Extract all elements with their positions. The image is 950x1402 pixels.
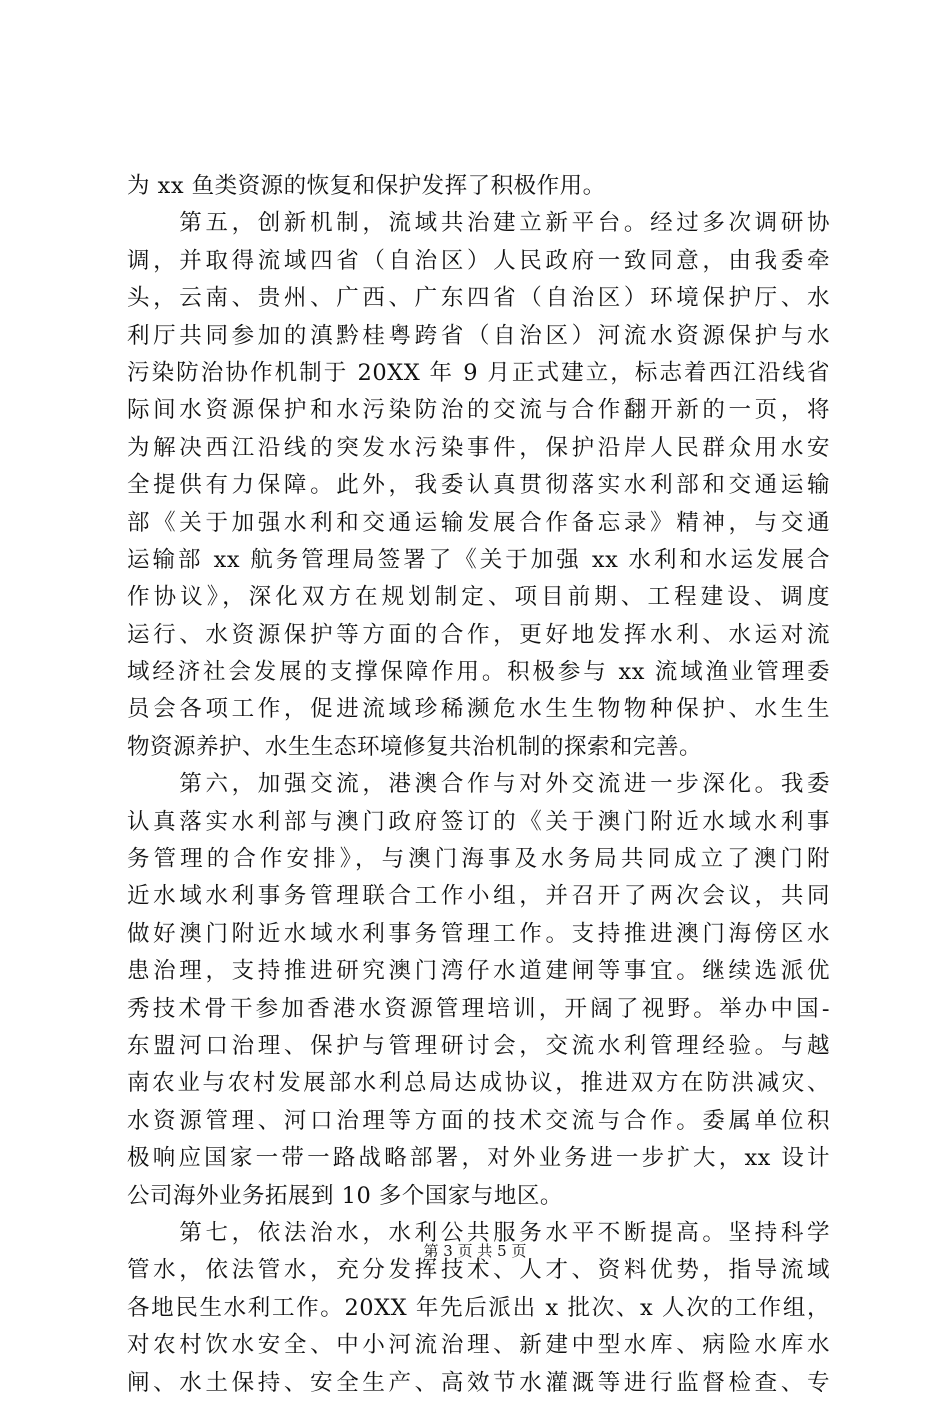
text-line: 运输部 xx 航务管理局签署了《关于加强 xx 水利和水运发展合 <box>127 546 830 573</box>
text-line: 为 xx 鱼类资源的恢复和保护发挥了积极作用。 <box>127 173 606 199</box>
text-line: 运行、水资源保护等方面的合作，更好地发挥水利、水运对流 <box>127 621 830 648</box>
text-line: 利厅共同参加的滇黔桂粤跨省（自治区）河流水资源保护与水 <box>127 322 830 349</box>
text-line: 第六，加强交流，港澳合作与对外交流进一步深化。我委 <box>127 771 830 798</box>
text-line: 近水域水利事务管理联合工作小组，并召开了两次会议，共同 <box>127 883 830 910</box>
text-line: 员会各项工作，促进流域珍稀濒危水生生物物种保护、水生生 <box>127 696 830 723</box>
text-line: 污染防治协作机制于 20XX 年 9 月正式建立，标志着西江沿线省 <box>127 359 830 386</box>
text-line: 头，云南、贵州、广西、广东四省（自治区）环境保护厅、水 <box>127 285 830 312</box>
text-line: 际间水资源保护和水污染防治的交流与合作翻开新的一页，将 <box>127 397 830 424</box>
text-line: 域经济社会发展的支撑保障作用。积极参与 xx 流域渔业管理委 <box>127 659 830 686</box>
text-line: 南农业与农村发展部水利总局达成协议，推进双方在防洪减灾、 <box>127 1070 830 1097</box>
page-indicator: 第 3 页 共 5 页 <box>423 1242 527 1260</box>
text-line: 闸、水土保持、安全生产、高效节水灌溉等进行监督检查、专 <box>127 1369 830 1396</box>
text-line: 对农村饮水安全、中小河流治理、新建中型水库、病险水库水 <box>127 1332 830 1359</box>
text-line: 全提供有力保障。此外，我委认真贯彻落实水利部和交通运输 <box>127 472 830 499</box>
page-footer <box>0 1241 950 1261</box>
text-line: 水资源管理、河口治理等方面的技术交流与合作。委属单位积 <box>127 1107 830 1134</box>
text-line: 极响应国家一带一路战略部署，对外业务进一步扩大，xx 设计 <box>127 1145 830 1172</box>
text-line: 调，并取得流域四省（自治区）人民政府一致同意，由我委牵 <box>127 247 830 274</box>
text-line: 第五，创新机制，流域共治建立新平台。经过多次调研协 <box>127 210 830 237</box>
text-line: 秀技术骨干参加香港水资源管理培训，开阔了视野。举办中国- <box>127 995 830 1022</box>
text-line: 务管理的合作安排》，与澳门海事及水务局共同成立了澳门附 <box>127 846 830 873</box>
document-body <box>127 168 830 1402</box>
text-line: 管水，依法管水，充分发挥技术、人才、资料优势，指导流域 <box>127 1257 830 1284</box>
text-line: 作协议》，深化双方在规划制定、项目前期、工程建设、调度 <box>127 584 830 611</box>
text-line: 患治理，支持推进研究澳门湾仔水道建闸等事宜。继续选派优 <box>127 958 830 985</box>
text-line: 做好澳门附近水域水利事务管理工作。支持推进澳门海傍区水 <box>127 920 830 947</box>
text-line: 各地民生水利工作。20XX 年先后派出 x 批次、x 人次的工作组， <box>127 1294 830 1321</box>
text-line: 认真落实水利部与澳门政府签订的《关于澳门附近水域水利事 <box>127 808 830 835</box>
text-line: 为解决西江沿线的突发水污染事件，保护沿岸人民群众用水安 <box>127 434 830 461</box>
text-line: 物资源养护、水生生态环境修复共治机制的探索和完善。 <box>127 733 703 760</box>
text-line: 公司海外业务拓展到 10 多个国家与地区。 <box>127 1182 563 1209</box>
text-line: 第七，依法治水，水利公共服务水平不断提高。坚持科学 <box>127 1219 830 1246</box>
text-line: 部《关于加强水利和交通运输发展合作备忘录》精神，与交通 <box>127 509 830 536</box>
text-line: 东盟河口治理、保护与管理研讨会，交流水利管理经验。与越 <box>127 1032 830 1059</box>
